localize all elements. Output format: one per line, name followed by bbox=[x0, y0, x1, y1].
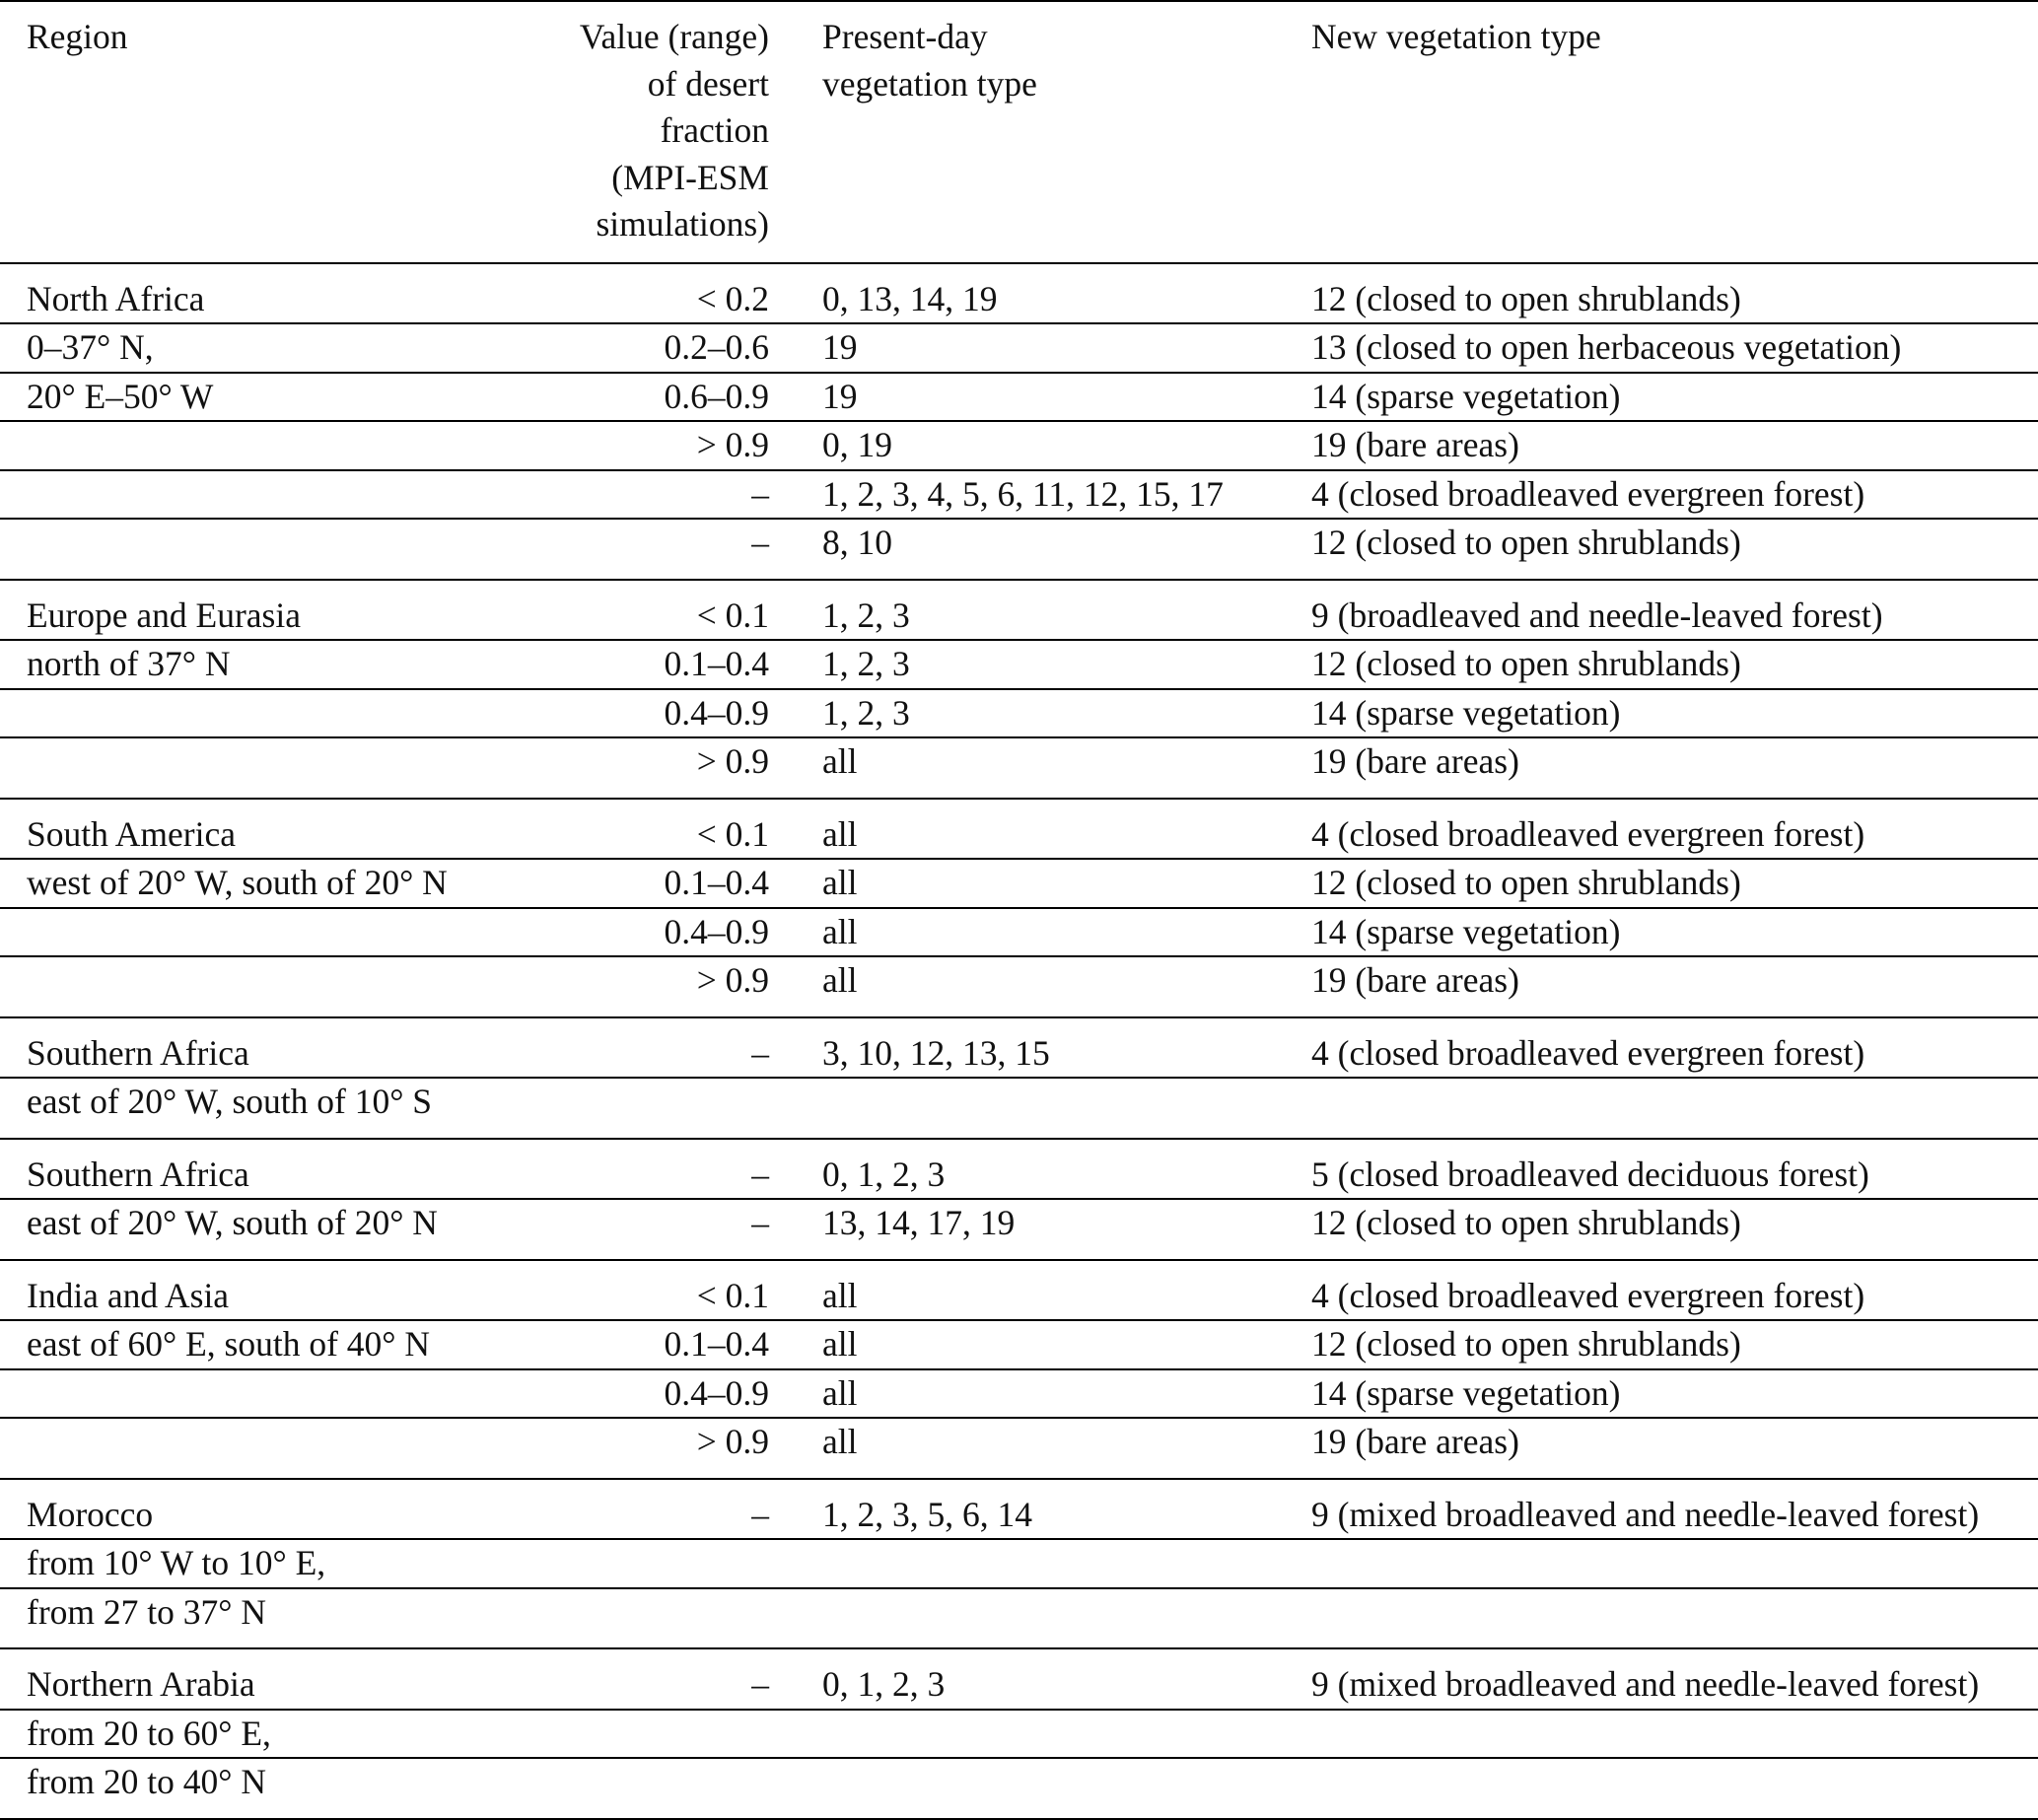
new-vegetation-cell: 19 (bare areas) bbox=[1311, 421, 2038, 470]
present-vegetation-cell: all bbox=[769, 799, 1311, 860]
region-group bbox=[0, 263, 2038, 580]
new-vegetation-cell: 12 (closed to open shrublands) bbox=[1311, 640, 2038, 689]
desert-fraction-cell: – bbox=[542, 1479, 769, 1540]
new-vegetation-cell: 19 (bare areas) bbox=[1311, 737, 2038, 799]
present-vegetation-cell: 0, 1, 2, 3 bbox=[769, 1139, 1311, 1200]
region-cell: east of 60° E, south of 40° N bbox=[0, 1320, 542, 1369]
desert-fraction-cell: – bbox=[542, 519, 769, 580]
header-value-line: (MPI-ESM bbox=[611, 157, 769, 197]
region-group bbox=[0, 799, 2038, 1017]
new-vegetation-cell: 14 (sparse vegetation) bbox=[1311, 908, 2038, 957]
table-row bbox=[0, 1078, 2038, 1139]
table-row bbox=[0, 1260, 2038, 1321]
new-vegetation-cell: 14 (sparse vegetation) bbox=[1311, 689, 2038, 738]
desert-fraction-cell: – bbox=[542, 1017, 769, 1079]
new-vegetation-cell: 4 (closed broadleaved evergreen forest) bbox=[1311, 799, 2038, 860]
present-vegetation-cell: all bbox=[769, 1320, 1311, 1369]
table-row bbox=[0, 1479, 2038, 1540]
desert-fraction-cell bbox=[542, 1588, 769, 1649]
new-vegetation-cell bbox=[1311, 1758, 2038, 1819]
region-cell bbox=[0, 689, 542, 738]
desert-fraction-cell: – bbox=[542, 1199, 769, 1260]
desert-fraction-cell: < 0.2 bbox=[542, 263, 769, 324]
present-vegetation-cell: 19 bbox=[769, 373, 1311, 422]
region-cell: Southern Africa bbox=[0, 1139, 542, 1200]
table-row bbox=[0, 640, 2038, 689]
header-value-line: Value (range) bbox=[579, 17, 769, 56]
table-row bbox=[0, 373, 2038, 422]
region-cell: Northern Arabia bbox=[0, 1648, 542, 1710]
header-present bbox=[769, 1, 1311, 263]
header-region: Region bbox=[0, 1, 542, 263]
header-value-line: simulations) bbox=[596, 204, 769, 244]
desert-fraction-cell bbox=[542, 1710, 769, 1759]
table-row bbox=[0, 323, 2038, 373]
region-cell: India and Asia bbox=[0, 1260, 542, 1321]
region-cell: South America bbox=[0, 799, 542, 860]
region-group bbox=[0, 1017, 2038, 1139]
desert-fraction-cell: > 0.9 bbox=[542, 737, 769, 799]
desert-fraction-cell: > 0.9 bbox=[542, 956, 769, 1017]
new-vegetation-cell: 9 (mixed broadleaved and needle-leaved forest) bbox=[1311, 1479, 2038, 1540]
present-vegetation-cell: 0, 19 bbox=[769, 421, 1311, 470]
region-cell: from 20 to 60° E, bbox=[0, 1710, 542, 1759]
region-cell: Southern Africa bbox=[0, 1017, 542, 1079]
region-cell: east of 20° W, south of 10° S bbox=[0, 1078, 542, 1139]
new-vegetation-cell: 4 (closed broadleaved evergreen forest) bbox=[1311, 470, 2038, 520]
new-vegetation-cell bbox=[1311, 1710, 2038, 1759]
desert-fraction-cell: > 0.9 bbox=[542, 421, 769, 470]
present-vegetation-cell bbox=[769, 1588, 1311, 1649]
present-vegetation-cell: all bbox=[769, 859, 1311, 908]
table-row bbox=[0, 737, 2038, 799]
new-vegetation-cell: 9 (mixed broadleaved and needle-leaved forest) bbox=[1311, 1648, 2038, 1710]
desert-fraction-cell: < 0.1 bbox=[542, 1260, 769, 1321]
present-vegetation-cell: 0, 1, 2, 3 bbox=[769, 1648, 1311, 1710]
header-present-line: Present-day bbox=[822, 17, 988, 56]
region-cell: from 20 to 40° N bbox=[0, 1758, 542, 1819]
desert-fraction-cell: < 0.1 bbox=[542, 580, 769, 641]
desert-fraction-cell bbox=[542, 1758, 769, 1819]
table-row bbox=[0, 1017, 2038, 1079]
new-vegetation-cell: 5 (closed broadleaved deciduous forest) bbox=[1311, 1139, 2038, 1200]
present-vegetation-cell: 19 bbox=[769, 323, 1311, 373]
new-vegetation-cell: 12 (closed to open shrublands) bbox=[1311, 519, 2038, 580]
table-row bbox=[0, 1710, 2038, 1759]
region-cell bbox=[0, 908, 542, 957]
table-row bbox=[0, 799, 2038, 860]
desert-fraction-cell: 0.1–0.4 bbox=[542, 640, 769, 689]
header-row bbox=[0, 1, 2038, 263]
new-vegetation-cell bbox=[1311, 1078, 2038, 1139]
region-cell: west of 20° W, south of 20° N bbox=[0, 859, 542, 908]
region-cell: from 10° W to 10° E, bbox=[0, 1539, 542, 1588]
table-row bbox=[0, 263, 2038, 324]
header-value bbox=[542, 1, 769, 263]
table-row bbox=[0, 580, 2038, 641]
new-vegetation-cell: 12 (closed to open shrublands) bbox=[1311, 859, 2038, 908]
region-cell bbox=[0, 1418, 542, 1479]
present-vegetation-cell bbox=[769, 1758, 1311, 1819]
desert-fraction-cell: 0.4–0.9 bbox=[542, 689, 769, 738]
table-row bbox=[0, 421, 2038, 470]
table-row bbox=[0, 1588, 2038, 1649]
table-row bbox=[0, 1758, 2038, 1819]
present-vegetation-cell: 1, 2, 3 bbox=[769, 640, 1311, 689]
desert-fraction-cell bbox=[542, 1539, 769, 1588]
desert-fraction-cell: – bbox=[542, 470, 769, 520]
header-value-line: of desert bbox=[647, 63, 769, 104]
region-cell: Europe and Eurasia bbox=[0, 580, 542, 641]
desert-fraction-cell: 0.4–0.9 bbox=[542, 1369, 769, 1419]
desert-fraction-cell: – bbox=[542, 1139, 769, 1200]
desert-fraction-cell bbox=[542, 1078, 769, 1139]
table-row bbox=[0, 908, 2038, 957]
region-cell bbox=[0, 519, 542, 580]
desert-fraction-cell: > 0.9 bbox=[542, 1418, 769, 1479]
header-new: New vegetation type bbox=[1311, 1, 2038, 263]
new-vegetation-cell: 19 (bare areas) bbox=[1311, 1418, 2038, 1479]
desert-fraction-cell: 0.1–0.4 bbox=[542, 859, 769, 908]
present-vegetation-cell: 1, 2, 3 bbox=[769, 689, 1311, 738]
new-vegetation-cell: 12 (closed to open shrublands) bbox=[1311, 1199, 2038, 1260]
region-cell: north of 37° N bbox=[0, 640, 542, 689]
table-row bbox=[0, 956, 2038, 1017]
header-value-line: fraction bbox=[660, 110, 769, 150]
present-vegetation-cell: 1, 2, 3, 5, 6, 14 bbox=[769, 1479, 1311, 1540]
new-vegetation-cell bbox=[1311, 1588, 2038, 1649]
present-vegetation-cell: 3, 10, 12, 13, 15 bbox=[769, 1017, 1311, 1079]
present-vegetation-cell: all bbox=[769, 1260, 1311, 1321]
new-vegetation-cell: 9 (broadleaved and needle-leaved forest) bbox=[1311, 580, 2038, 641]
new-vegetation-cell: 13 (closed to open herbaceous vegetation) bbox=[1311, 323, 2038, 373]
table-row bbox=[0, 1320, 2038, 1369]
table-row bbox=[0, 1199, 2038, 1260]
present-vegetation-cell bbox=[769, 1539, 1311, 1588]
region-cell: Morocco bbox=[0, 1479, 542, 1540]
header-present-line: vegetation type bbox=[822, 63, 1037, 104]
table-row bbox=[0, 689, 2038, 738]
region-cell bbox=[0, 421, 542, 470]
present-vegetation-cell: all bbox=[769, 956, 1311, 1017]
present-vegetation-cell: 8, 10 bbox=[769, 519, 1311, 580]
region-cell bbox=[0, 1369, 542, 1419]
new-vegetation-cell: 4 (closed broadleaved evergreen forest) bbox=[1311, 1017, 2038, 1079]
present-vegetation-cell bbox=[769, 1078, 1311, 1139]
table-row bbox=[0, 1369, 2038, 1419]
present-vegetation-cell: all bbox=[769, 908, 1311, 957]
table-row bbox=[0, 1539, 2038, 1588]
region-cell: 0–37° N, bbox=[0, 323, 542, 373]
new-vegetation-cell: 14 (sparse vegetation) bbox=[1311, 1369, 2038, 1419]
desert-fraction-cell: < 0.1 bbox=[542, 799, 769, 860]
region-group bbox=[0, 1260, 2038, 1479]
new-vegetation-cell: 19 (bare areas) bbox=[1311, 956, 2038, 1017]
present-vegetation-cell: 0, 13, 14, 19 bbox=[769, 263, 1311, 324]
region-cell bbox=[0, 737, 542, 799]
region-cell: North Africa bbox=[0, 263, 542, 324]
desert-fraction-cell: 0.1–0.4 bbox=[542, 1320, 769, 1369]
table-row bbox=[0, 1418, 2038, 1479]
present-vegetation-cell: 1, 2, 3, 4, 5, 6, 11, 12, 15, 17 bbox=[769, 470, 1311, 520]
present-vegetation-cell: all bbox=[769, 1418, 1311, 1479]
table-row bbox=[0, 1648, 2038, 1710]
region-cell bbox=[0, 470, 542, 520]
new-vegetation-cell bbox=[1311, 1539, 2038, 1588]
table-row bbox=[0, 470, 2038, 520]
region-cell bbox=[0, 956, 542, 1017]
desert-fraction-cell: 0.4–0.9 bbox=[542, 908, 769, 957]
desert-fraction-cell: 0.6–0.9 bbox=[542, 373, 769, 422]
new-vegetation-cell: 4 (closed broadleaved evergreen forest) bbox=[1311, 1260, 2038, 1321]
desert-fraction-cell: 0.2–0.6 bbox=[542, 323, 769, 373]
desert-fraction-cell: – bbox=[542, 1648, 769, 1710]
region-group bbox=[0, 1648, 2038, 1819]
region-cell: from 27 to 37° N bbox=[0, 1588, 542, 1649]
region-cell: east of 20° W, south of 20° N bbox=[0, 1199, 542, 1260]
region-group bbox=[0, 580, 2038, 799]
present-vegetation-cell: all bbox=[769, 737, 1311, 799]
region-group bbox=[0, 1479, 2038, 1649]
new-vegetation-cell: 12 (closed to open shrublands) bbox=[1311, 263, 2038, 324]
new-vegetation-cell: 12 (closed to open shrublands) bbox=[1311, 1320, 2038, 1369]
present-vegetation-cell: 13, 14, 17, 19 bbox=[769, 1199, 1311, 1260]
present-vegetation-cell bbox=[769, 1710, 1311, 1759]
present-vegetation-cell: all bbox=[769, 1369, 1311, 1419]
region-cell: 20° E–50° W bbox=[0, 373, 542, 422]
table-row bbox=[0, 1139, 2038, 1200]
region-group bbox=[0, 1139, 2038, 1260]
new-vegetation-cell: 14 (sparse vegetation) bbox=[1311, 373, 2038, 422]
present-vegetation-cell: 1, 2, 3 bbox=[769, 580, 1311, 641]
table-row bbox=[0, 519, 2038, 580]
table-row bbox=[0, 859, 2038, 908]
